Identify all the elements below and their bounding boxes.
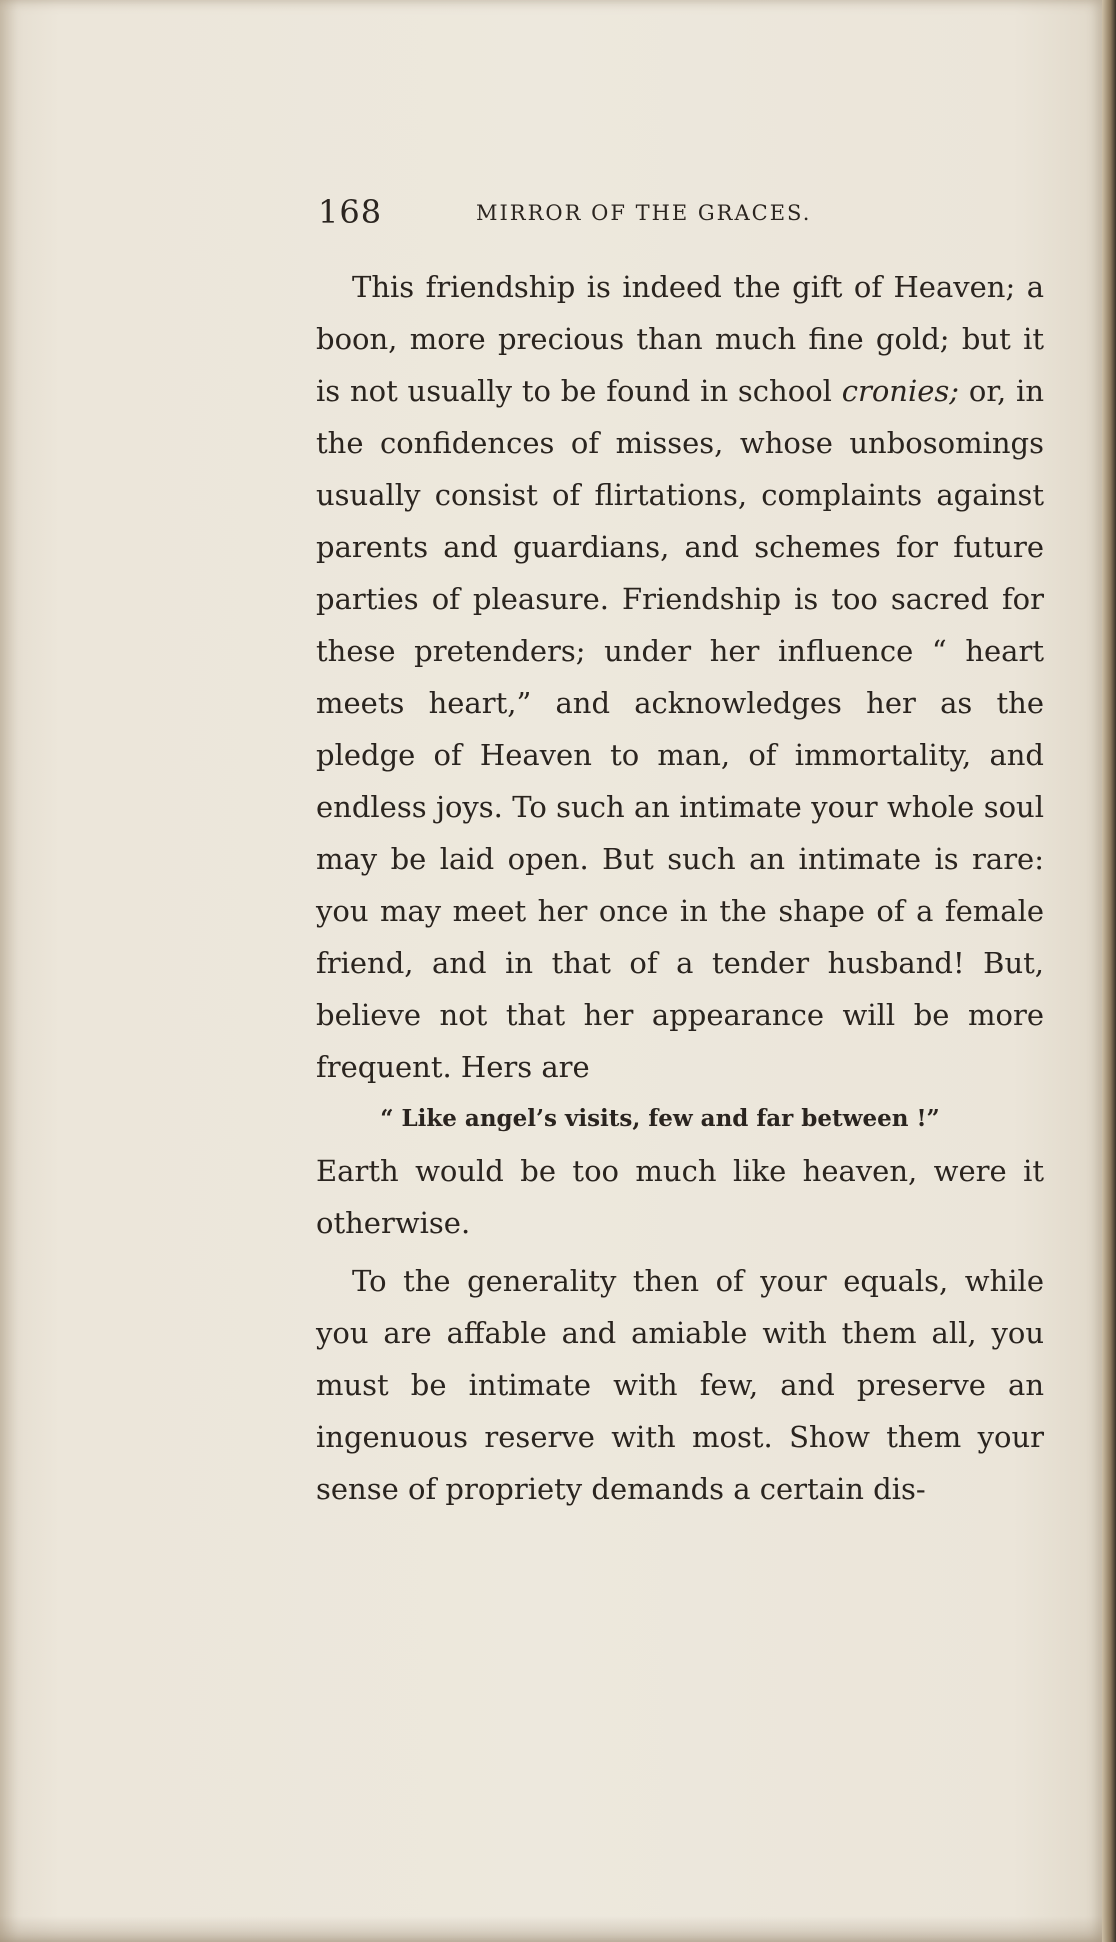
page-number: 168 [318, 193, 383, 231]
page-header [318, 193, 1058, 233]
paragraph-2: To the generality then of your equals, while you are affable and amiable with them all, you must be intimate with few, and preserve an ingenuous reserve with most. Show them your sense of propriety demands a certain dis- [316, 1264, 1044, 1506]
paragraph-1-text-a: This friendship is indeed the gift of Heaven; a boon, more precious than much fine gold; but it is not usually to be found in school [316, 270, 1044, 408]
paragraph-1 [316, 261, 1044, 1093]
paragraph-1-italic: cronies; [841, 374, 960, 408]
paragraph-1-conclusion: Earth would be too much like heaven, were it otherwise. [316, 1154, 1044, 1240]
page-bottom-shadow [0, 1916, 1102, 1942]
page-edge [1102, 0, 1116, 1942]
verse-quote: “ Like angel’s visits, few and far between !” [380, 1105, 940, 1132]
body-text [316, 261, 1044, 1515]
running-title: MIRROR OF THE GRACES. [476, 201, 812, 225]
paragraph-1-text-b: or, in the confidences of misses, whose unbosomings usually consist of flirtations, complaints against parents and guardians, and schemes for future parties of pleasure. Friendship is too sacred for these pretenders; under her influence “ heart meets heart,” and acknowledges her as the pledge of Heaven to man, of immortality, and endless joys. To such an intimate your whole soul may be laid open. But such an intimate is rare: you may meet her once in the shape of a female friend, and in that of a tender husband! But, believe not that her appearance will be more frequent. Hers are [316, 374, 1044, 1084]
